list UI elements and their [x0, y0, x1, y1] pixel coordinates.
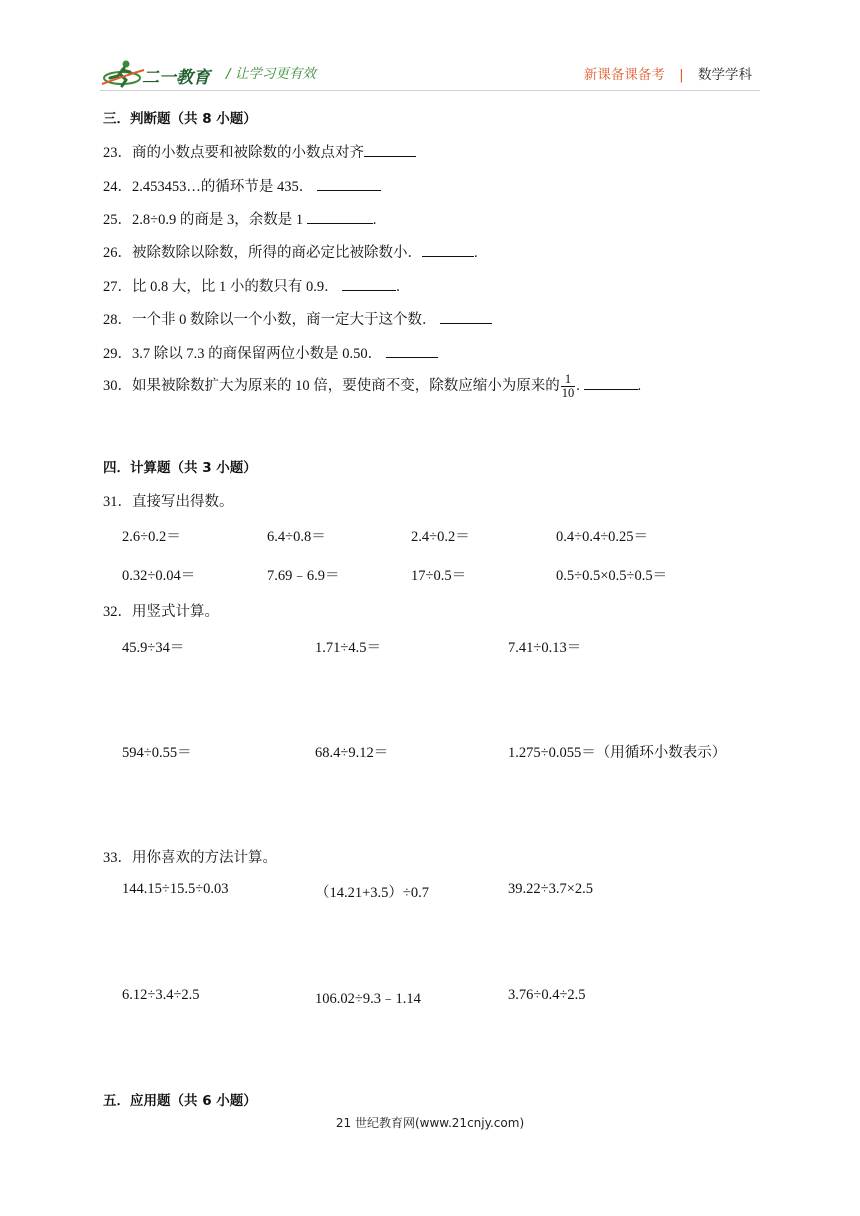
fraction-denominator: 10: [561, 386, 575, 400]
question-tail: .: [396, 279, 400, 295]
question-tail: .: [474, 245, 478, 261]
page-footer: 21 世纪教育网(www.21cnjy.com): [335, 1116, 525, 1130]
question-28: [103, 308, 492, 329]
section-3-title: 三．判断题（共 8 小题）: [103, 111, 257, 127]
answer-blank[interactable]: [422, 244, 474, 257]
expression: 7.69﹣6.9＝: [267, 568, 340, 584]
expression: （14.21+3.5）÷0.7: [315, 885, 430, 901]
expression: 45.9÷34＝: [122, 640, 185, 656]
question-text: 23．商的小数点要和被除数的小数点对齐: [103, 145, 364, 161]
expression: 1.71÷4.5＝: [315, 640, 381, 656]
question-text: 25．2.8÷0.9 的商是 3，余数是 1: [103, 212, 304, 228]
expression: 2.6÷0.2＝: [122, 529, 181, 545]
fraction-one-tenth: [561, 373, 576, 400]
expression: 3.76÷0.4÷2.5: [508, 987, 586, 1003]
answer-blank[interactable]: [386, 345, 438, 358]
answer-blank[interactable]: [364, 144, 416, 157]
expression: 594÷0.55＝: [122, 745, 192, 761]
header-separator: |: [679, 67, 684, 83]
section-5-title: 五．应用题（共 6 小题）: [103, 1093, 257, 1109]
header-divider: [100, 90, 760, 91]
header-subject: [584, 63, 752, 83]
question-25: [103, 208, 376, 229]
expression: 144.15÷15.5÷0.03: [122, 881, 229, 897]
question-text: 29．3.7 除以 7.3 的商保留两位小数是 0.50．: [103, 346, 383, 362]
question-32-label: 32．用竖式计算。: [103, 604, 219, 620]
question-tail: .: [637, 377, 642, 394]
expression: 6.4÷0.8＝: [267, 529, 326, 545]
answer-blank[interactable]: [440, 311, 492, 324]
expression: 0.32÷0.04＝: [122, 568, 196, 584]
brand-logo: [100, 56, 240, 90]
expression: 106.02÷9.3﹣1.14: [315, 991, 421, 1007]
expression: 6.12÷3.4÷2.5: [122, 987, 200, 1003]
question-23: [103, 141, 416, 162]
answer-blank[interactable]: [317, 178, 381, 191]
expression: 0.5÷0.5×0.5÷0.5＝: [556, 568, 668, 584]
question-tail: .: [372, 212, 377, 228]
question-27: [103, 275, 400, 296]
question-text: 26．被除数除以除数，所得的商必定比被除数小．: [103, 245, 422, 261]
expression: 17÷0.5＝: [411, 568, 467, 584]
answer-blank[interactable]: [342, 278, 396, 291]
question-30: [103, 373, 641, 400]
header-course-label: 新课备课备考: [583, 67, 665, 83]
expression: 68.4÷9.12＝: [315, 745, 389, 761]
expression: 0.4÷0.4÷0.25＝: [556, 529, 649, 545]
fraction-numerator: 1: [561, 373, 576, 387]
question-29: [103, 342, 438, 363]
header-subject-label: 数学学科: [698, 67, 752, 83]
expression: 2.4÷0.2＝: [411, 529, 470, 545]
answer-blank[interactable]: [307, 211, 373, 224]
answer-blank[interactable]: [584, 377, 638, 390]
slogan: / 让学习更有效: [226, 66, 316, 82]
expression: 7.41÷0.13＝: [508, 640, 582, 656]
expression: 39.22÷3.7×2.5: [508, 881, 594, 897]
section-4-title: 四．计算题（共 3 小题）: [103, 460, 257, 476]
expression: 1.275÷0.055＝（用循环小数表示）: [508, 745, 727, 761]
question-text: 30．如果被除数扩大为原来的 10 倍，要使商不变，除数应缩小为原来的: [103, 377, 560, 394]
logo-text: 二一教育: [142, 68, 210, 88]
question-text: 28．一个非 0 数除以一个小数，商一定大于这个数．: [103, 312, 437, 328]
question-text: 27．比 0.8 大，比 1 小的数只有 0.9．: [103, 279, 339, 295]
question-31-label: 31．直接写出得数。: [103, 494, 234, 510]
question-24: [103, 175, 381, 196]
question-33-label: 33．用你喜欢的方法计算。: [103, 850, 277, 866]
question-26: [103, 241, 478, 262]
question-text: 24．2.453453…的循环节是 435．: [103, 179, 314, 195]
question-punct: .: [576, 377, 580, 394]
